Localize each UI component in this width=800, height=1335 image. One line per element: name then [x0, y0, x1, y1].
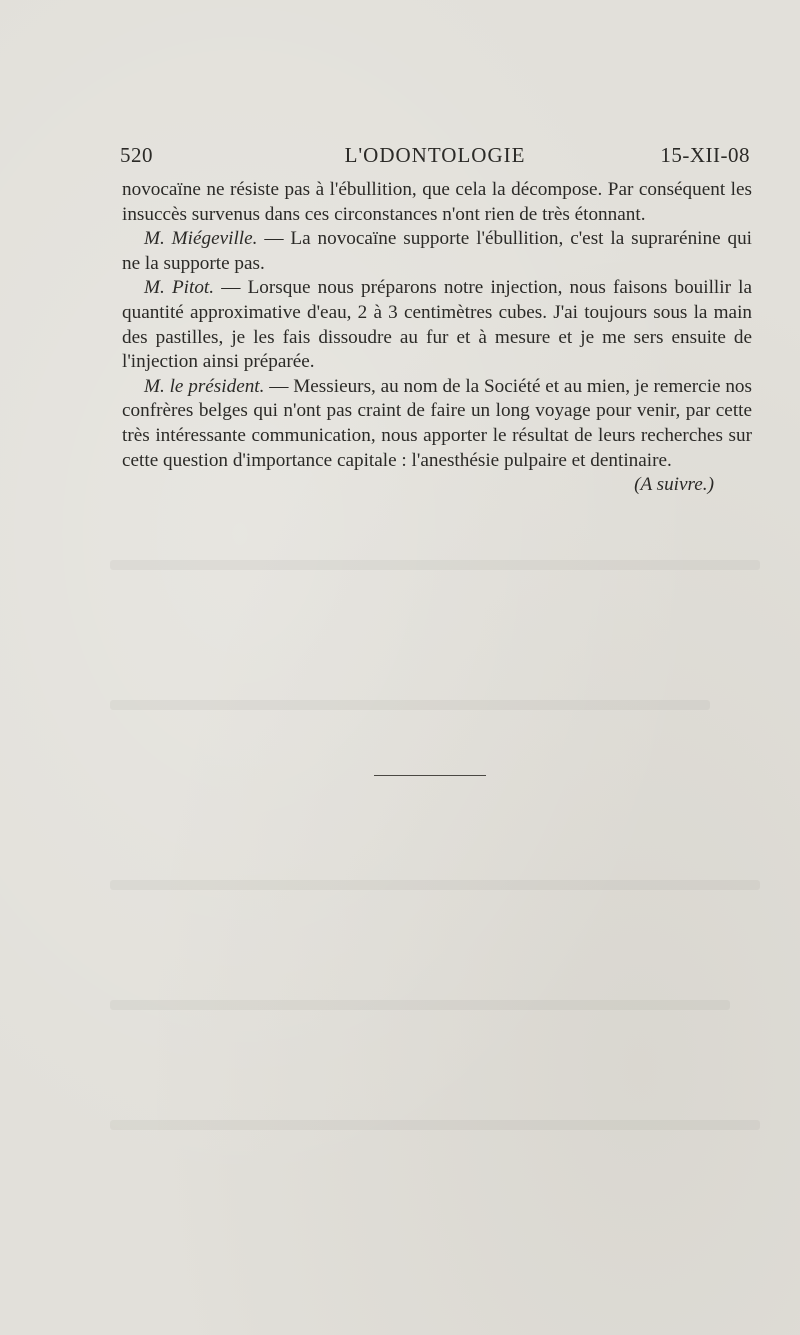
- speaker-name: M. Pitot.: [144, 277, 215, 299]
- journal-title: L'ODONTOLOGIE: [344, 143, 526, 167]
- paragraph: [122, 276, 752, 374]
- body-text: [122, 178, 752, 498]
- bleed-through-line: [110, 1000, 730, 1010]
- running-header: [120, 143, 750, 173]
- paragraph-text: — La novocaïne supporte l'ébullition, c'est la suprarénine qui ne la supporte pas.: [122, 228, 753, 274]
- bleed-through-line: [110, 1120, 760, 1130]
- bleed-through-line: [110, 560, 760, 570]
- paragraph: [122, 375, 752, 473]
- section-divider: [374, 775, 486, 776]
- paragraph-text: novocaïne ne résiste pas à l'ébullition, que cela la décompose. Par conséquent les insuccès survenus dans ces circonstances n'ont rien de très étonnant.: [122, 179, 752, 225]
- speaker-name: M. Miégeville.: [144, 228, 258, 250]
- bleed-through-line: [110, 880, 760, 890]
- issue-date: 15-XII-08: [660, 143, 750, 167]
- speaker-name: M. le président.: [144, 375, 265, 397]
- paragraph-text: — Lorsque nous préparons notre injection, nous faisons bouillir la quantité approximative d'eau, 2 à 3 centimètres cubes. J'ai toujours sous la main des pastilles, je les fais dissoudre au fur et à mesure et je me sers ensuite de l'injection ainsi préparée.: [122, 277, 752, 373]
- page-number: 520: [120, 143, 153, 167]
- paragraph-text: — Messieurs, au nom de la Société et au mien, je remercie nos confrères belges qui n'ont pas craint de faire un long voyage pour venir, par cette très intéressante communication, nous apporter le résultat de leurs recherches sur cette question d'importance capitale : l'anesthésie pulpaire et dentinaire.: [122, 375, 752, 471]
- to-be-continued: (A suivre.): [634, 474, 714, 496]
- paragraph: [122, 178, 752, 227]
- bleed-through-line: [110, 700, 710, 710]
- paragraph: [122, 227, 752, 276]
